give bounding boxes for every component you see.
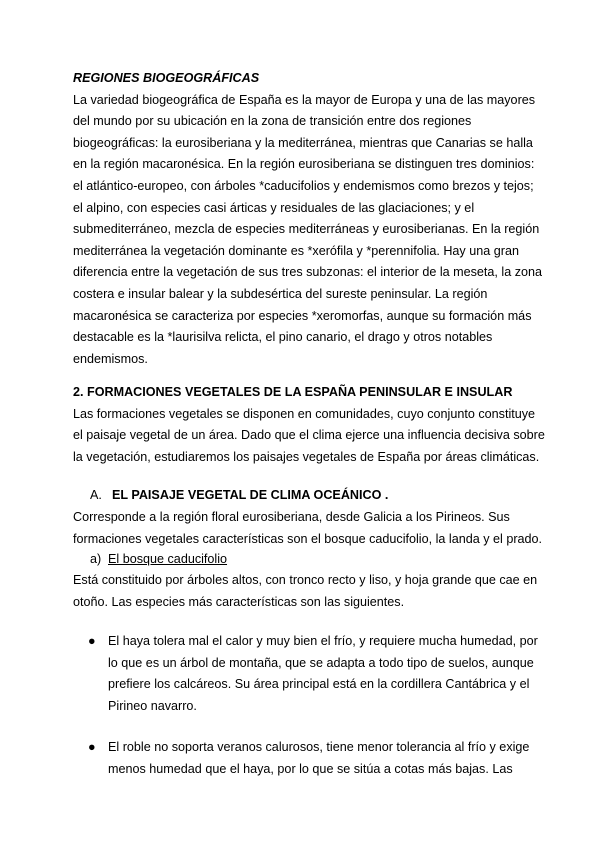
paragraph-line: submediterráneo, mezcla de especies mediterráneas y eurosiberianas. En la región [73,222,540,237]
paragraph-line: prefiere los calcáreos. Su área principal está en la cordillera Cantábrica y el [108,677,530,692]
bullet-icon: ● [88,634,96,648]
paragraph-line: en la región macaronésica. En la región eurosiberiana se distinguen tres dominios: [73,157,535,172]
paragraph-line: La variedad biogeográfica de España es la mayor de Europa y una de las mayores [73,92,536,107]
paragraph-line: endemismos. [73,351,148,366]
paragraph-line: costera e insular balear y la subdesértica del sureste peninsular. La región [73,286,488,301]
subsection-a-heading [90,485,388,507]
list-marker: A. [90,488,102,502]
subsection-title-suffix: . [381,488,389,502]
section-formaciones [73,382,545,468]
paragraph-line: El haya tolera mal el calor y muy bien el frío, y requiere mucha humedad, por [108,634,538,648]
paragraph-line: el atlántico-europeo, con árboles *caducifolios y endemismos como brezos y tejos; [73,178,534,193]
section-regiones [73,68,543,370]
paragraph-line: otoño. Las especies más características son las siguientes. [73,594,405,609]
subsection-a-body [73,507,543,550]
paragraph-line: formaciones vegetales características son el bosque caducifolio, la landa y el prado. [73,531,543,546]
bullet-icon: ● [88,740,96,754]
list-marker: a) [90,552,102,566]
paragraph-line: del mundo por su ubicación en la zona de transición entre dos regiones [73,114,472,129]
section-title: REGIONES BIOGEOGRÁFICAS [73,71,260,85]
paragraph-line: mediterránea la vegetación dominante es *xerófila y *perennifolia. Hay una gran [73,243,519,258]
paragraph-line: el paisaje vegetal de un área. Dado que el clima ejerce una influencia decisiva sobre [73,428,545,443]
subsection-a-a-heading [90,549,227,571]
paragraph-line: El roble no soporta veranos calurosos, tiene menor tolerancia al frío y exige [108,740,530,754]
paragraph-line: diferencia entre la vegetación de sus tres subzonas: el interior de la meseta, la zona [73,265,543,280]
section-title: 2. FORMACIONES VEGETALES DE LA ESPAÑA PENINSULAR E INSULAR [73,385,513,399]
paragraph-line: biogeográficas: la eurosiberiana y la mediterránea, mientras que Canarias se halla [73,135,533,150]
paragraph-line: Corresponde a la región floral eurosiberiana, desde Galicia a los Pirineos. Sus [73,510,510,524]
paragraph-line: Está constituido por árboles altos, con tronco recto y liso, y hoja grande que cae en [73,573,538,587]
list-item-text [108,631,538,717]
subsection-a-a-body [73,570,538,613]
list-item-text [108,737,529,780]
paragraph-line: Pirineo navarro. [108,698,197,713]
paragraph-line: lo que es un árbol de montaña, que se adapta a todo tipo de suelos, aunque [108,655,534,670]
subsection-title: El bosque caducifolio [108,552,228,566]
paragraph-line: Las formaciones vegetales se disponen en comunidades, cuyo conjunto constituye [73,406,536,421]
paragraph-line: macaronésica se caracteriza por especies *xeromorfas, aunque su formación más [73,308,532,323]
subsection-title: EL PAISAJE VEGETAL DE CLIMA OCEÁNICO [112,488,382,502]
paragraph-line: la vegetación, estudiaremos los paisajes vegetales de España por áreas climáticas. [73,449,540,464]
paragraph-line: menos humedad que el haya, por lo que se sitúa a cotas más bajas. Las [108,761,513,776]
paragraph-line: el alpino, con especies casi árticas y residuales de las glaciaciones; y el [73,200,475,215]
paragraph-line: destacable es la *laurisilva relicta, el pino canario, el drago y otros notables [73,330,493,345]
